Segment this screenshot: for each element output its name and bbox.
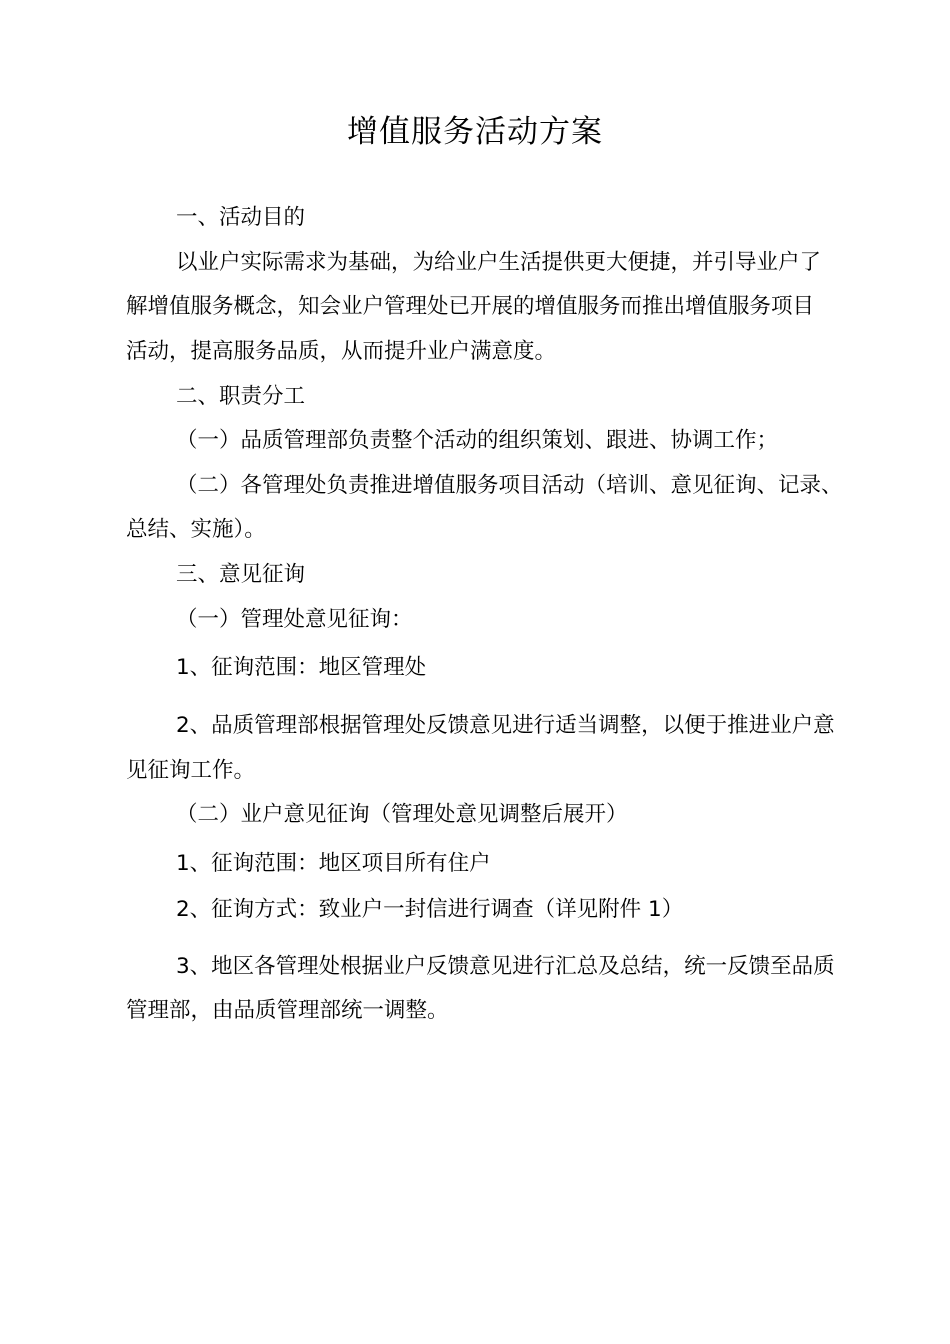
paragraph-line: 总结、实施）。 bbox=[126, 517, 266, 542]
paragraph-line: 管理部，由品质管理部统一调整。 bbox=[126, 998, 449, 1023]
paragraph-line: （一）品质管理部负责整个活动的组织策划、跟进、协调工作； bbox=[176, 428, 779, 453]
paragraph-line: 1、征询范围：地区项目所有住户 bbox=[176, 851, 491, 876]
paragraph-line: 2、征询方式：致业户一封信进行调查（详见附件 1） bbox=[176, 897, 684, 922]
heading-opinion-survey: 三、意见征询 bbox=[176, 562, 306, 587]
paragraph-line: （二）各管理处负责推进增值服务项目活动（培训、意见征询、记录、 bbox=[176, 473, 843, 498]
paragraph-line: 2、品质管理部根据管理处反馈意见进行适当调整，以便于推进业户意 bbox=[176, 713, 835, 738]
paragraph-line: 见征询工作。 bbox=[126, 758, 256, 783]
paragraph-line: 解增值服务概念，知会业户管理处已开展的增值服务而推出增值服务项目 bbox=[126, 294, 815, 319]
document-title: 增值服务活动方案 bbox=[347, 114, 603, 150]
paragraph-line: 3、地区各管理处根据业户反馈意见进行汇总及总结，统一反馈至品质 bbox=[176, 954, 835, 979]
heading-responsibilities: 二、职责分工 bbox=[176, 384, 306, 409]
paragraph-line: 以业户实际需求为基础，为给业户生活提供更大便捷，并引导业户了 bbox=[176, 250, 822, 275]
heading-activity-purpose: 一、活动目的 bbox=[176, 205, 306, 230]
paragraph-line: （一）管理处意见征询： bbox=[176, 607, 413, 632]
paragraph-line: 1、征询范围：地区管理处 bbox=[176, 655, 427, 680]
paragraph-line: （二）业户意见征询（管理处意见调整后展开） bbox=[176, 802, 628, 827]
paragraph-line: 活动，提高服务品质，从而提升业户满意度。 bbox=[126, 339, 557, 364]
